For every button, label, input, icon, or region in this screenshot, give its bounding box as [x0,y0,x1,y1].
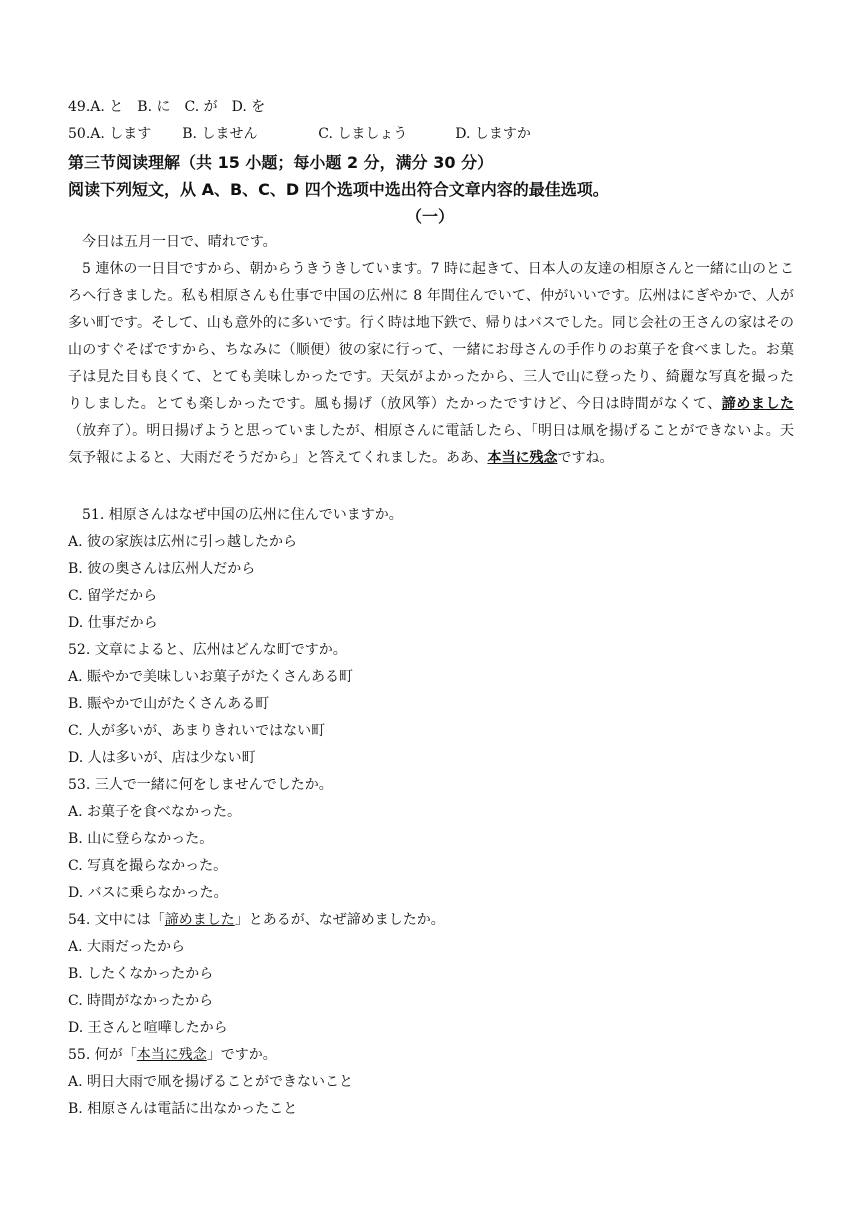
option-a: A. と [90,99,124,115]
option-b: B. に [137,99,171,115]
option-d: D. しますか [455,126,531,142]
passage-text: 5 連休の一日目ですから、朝からうきうきしています。7 時に起きて、日本人の友達の相原さんと一緒に山のところへ行きました。私も相原さんも仕事で中国の広州に 8 年間住んでいて、仲がいいです。広州はにぎやかで、人が多い町です。そして、山も意外的に多いです。行く時は地下鉄で、帰りはバスでした。同じ会社の王さんの家はその山のすぐそばですから、ちなみに（顺便）彼の家に行って、一緒にお母さんの手作りのお菓子を食べました。お菓子は見た目も良くて、とても美味しかったです。天気がよかったから、三人で山に登ったり、綺麗な写真を撮ったりしました。とても楽しかったです。風も揚げ（放风筝）たかったですけど、今日は時間がなくて、 [68,261,794,412]
underlined-phrase-akiramemashita: 諦めました [721,396,795,412]
question-52-option-c: C. 人が多いが、あまりきれいではない町 [68,723,326,739]
question-53-option-a: A. お菓子を食べなかった。 [68,804,242,820]
question-54-stem [68,910,445,930]
question-51-stem: 51. 相原さんはなぜ中国の広州に住んでいますか。 [82,507,403,523]
question-number: 49. [68,99,91,115]
underlined-quote: 諦めました [164,912,235,928]
question-51-option-a: A. 彼の家族は広州に引っ越したから [68,534,298,550]
passage-text: ですね。 [557,450,614,466]
option-c: C. しましょう [318,126,408,142]
question-55-stem [68,1045,277,1065]
instruction: 阅读下列短文，从 A、B、C、D 四个选项中选出符合文章内容的最佳选项。 [68,180,609,199]
question-52-option-b: B. 賑やかで山がたくさんある町 [68,696,270,712]
underlined-quote: 本当に残念 [136,1047,207,1063]
question-54-option-b: B. したくなかったから [68,966,214,982]
passage-paragraph-1: 今日は五月一日で、晴れです。 [82,234,277,250]
option-c: C. が [184,99,218,115]
option-d: D. を [231,99,266,115]
question-number: 50. [68,126,91,142]
section-title: 第三节阅读理解（共 15 小题；每小题 2 分，满分 30 分） [68,153,494,172]
question-52-option-a: A. 賑やかで美味しいお菓子がたくさんある町 [68,669,354,685]
passage-text: （放弃了）。明日揚げようと思っていましたが、相原さんに電話したら、「明日は凧を揚げることができないよ。天気予報によると、大雨だそうだから」と答えてくれました。ああ、 [68,423,794,466]
question-54-option-d: D. 王さんと喧嘩したから [68,1020,228,1036]
question-50 [68,124,531,144]
stem-text: 」とあるが、なぜ諦めましたか。 [234,912,445,928]
underlined-phrase-hontou-ni-zannen: 本当に残念 [487,450,558,466]
question-55-option-b: B. 相原さんは電話に出なかったこと [68,1101,298,1117]
question-51-option-b: B. 彼の奥さんは広州人だから [68,561,256,577]
question-49 [68,97,265,117]
question-54-option-a: A. 大雨だったから [68,939,186,955]
question-53-stem: 53. 三人で一緒に何をしませんでしたか。 [68,777,333,793]
stem-text: 」ですか。 [206,1047,277,1063]
stem-text: 54. 文中には「 [68,912,165,928]
question-53-option-b: B. 山に登らなかった。 [68,831,214,847]
option-b: B. しません [182,126,258,142]
question-53-option-d: D. バスに乗らなかった。 [68,885,228,901]
question-52-stem: 52. 文章によると、広州はどんな町ですか。 [68,642,347,658]
question-51-option-d: D. 仕事だから [68,615,158,631]
question-52-option-d: D. 人は多いが、店は少ない町 [68,750,256,766]
passage-number: （一） [405,207,454,226]
option-a: A. します [90,126,152,142]
question-54-option-c: C. 時間がなかったから [68,993,214,1009]
passage-paragraph-2 [68,256,794,472]
question-51-option-c: C. 留学だから [68,588,158,604]
stem-text: 55. 何が「 [68,1047,137,1063]
question-55-option-a: A. 明日大雨で凧を揚げることができないこと [68,1074,354,1090]
question-53-option-c: C. 写真を撮らなかった。 [68,858,228,874]
